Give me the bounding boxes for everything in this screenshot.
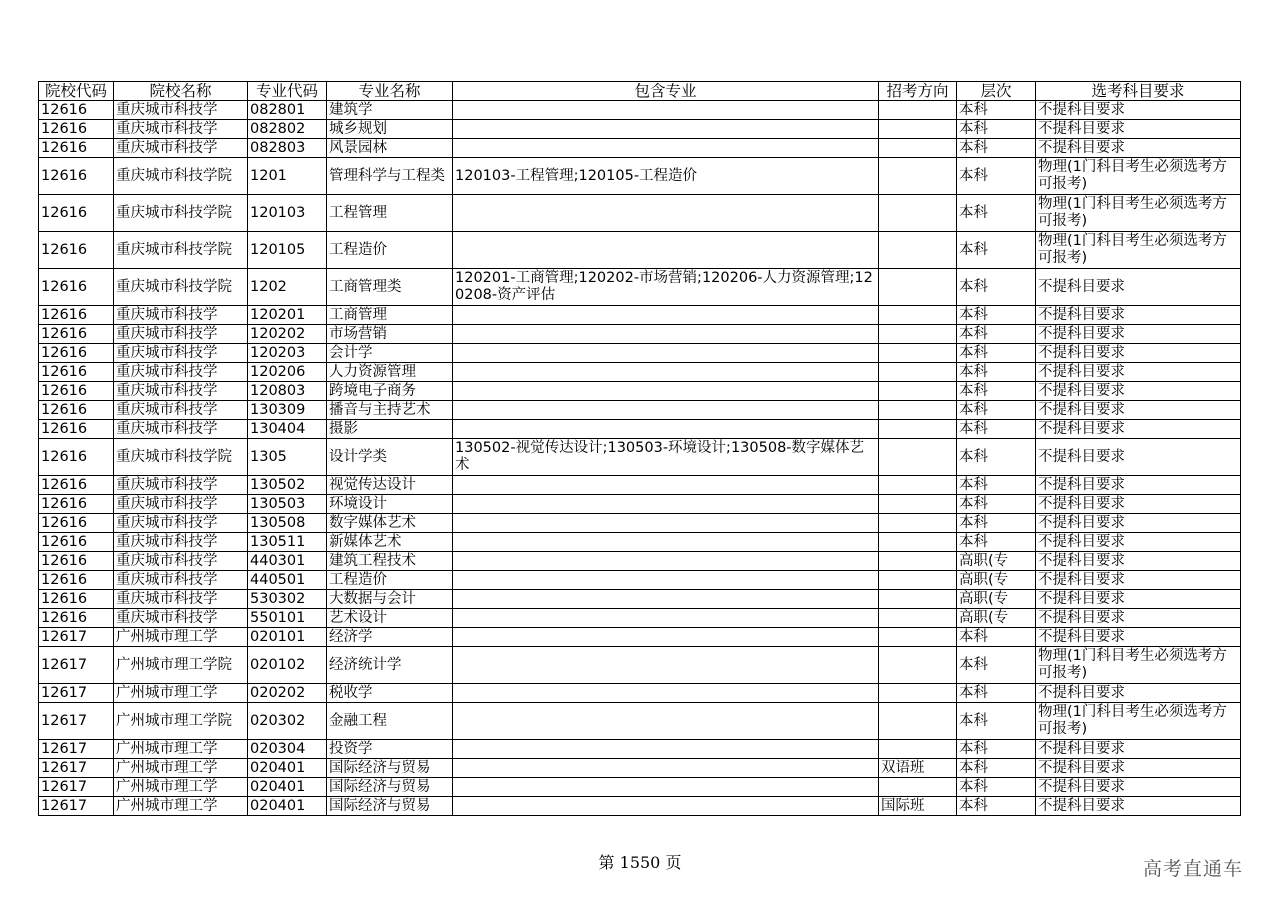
cell-subject-requirement: 不提科目要求 bbox=[1036, 684, 1241, 703]
cell-direction bbox=[879, 514, 957, 533]
cell-major-name: 市场营销 bbox=[327, 325, 453, 344]
cell-major-name: 数字媒体艺术 bbox=[327, 514, 453, 533]
cell-included-majors bbox=[453, 325, 879, 344]
cell-major-code: 082803 bbox=[248, 139, 327, 158]
cell-school-code: 12616 bbox=[39, 363, 114, 382]
header-included-majors: 包含专业 bbox=[453, 82, 879, 101]
cell-school-code: 12616 bbox=[39, 101, 114, 120]
cell-direction bbox=[879, 647, 957, 684]
cell-school-code: 12617 bbox=[39, 740, 114, 759]
cell-major-name: 摄影 bbox=[327, 420, 453, 439]
cell-included-majors bbox=[453, 476, 879, 495]
cell-school-code: 12616 bbox=[39, 495, 114, 514]
cell-school-code: 12616 bbox=[39, 139, 114, 158]
cell-direction bbox=[879, 306, 957, 325]
cell-included-majors bbox=[453, 195, 879, 232]
cell-direction bbox=[879, 382, 957, 401]
cell-direction bbox=[879, 590, 957, 609]
cell-included-majors bbox=[453, 533, 879, 552]
cell-school-name: 重庆城市科技学 bbox=[114, 344, 248, 363]
cell-major-name: 管理科学与工程类 bbox=[327, 158, 453, 195]
header-school-name: 院校名称 bbox=[114, 82, 248, 101]
cell-level: 高职(专 bbox=[957, 571, 1036, 590]
cell-subject-requirement: 物理(1门科目考生必须选考方可报考) bbox=[1036, 158, 1241, 195]
cell-school-code: 12616 bbox=[39, 158, 114, 195]
table-row bbox=[39, 759, 1241, 778]
cell-included-majors bbox=[453, 703, 879, 740]
cell-level: 本科 bbox=[957, 325, 1036, 344]
table-row bbox=[39, 533, 1241, 552]
cell-school-code: 12617 bbox=[39, 703, 114, 740]
cell-subject-requirement: 不提科目要求 bbox=[1036, 101, 1241, 120]
cell-direction bbox=[879, 120, 957, 139]
table-row bbox=[39, 684, 1241, 703]
cell-school-code: 12617 bbox=[39, 628, 114, 647]
header-subject-requirement: 选考科目要求 bbox=[1036, 82, 1241, 101]
cell-included-majors bbox=[453, 101, 879, 120]
cell-school-code: 12617 bbox=[39, 797, 114, 816]
cell-major-code: 020401 bbox=[248, 778, 327, 797]
cell-direction bbox=[879, 139, 957, 158]
cell-school-name: 重庆城市科技学 bbox=[114, 476, 248, 495]
cell-subject-requirement: 不提科目要求 bbox=[1036, 778, 1241, 797]
cell-included-majors bbox=[453, 552, 879, 571]
cell-major-code: 130503 bbox=[248, 495, 327, 514]
cell-school-code: 12616 bbox=[39, 120, 114, 139]
cell-school-code: 12616 bbox=[39, 232, 114, 269]
cell-major-code: 120803 bbox=[248, 382, 327, 401]
cell-school-code: 12617 bbox=[39, 647, 114, 684]
cell-major-name: 工程造价 bbox=[327, 571, 453, 590]
cell-major-name: 投资学 bbox=[327, 740, 453, 759]
cell-school-code: 12616 bbox=[39, 590, 114, 609]
cell-level: 本科 bbox=[957, 684, 1036, 703]
table-row bbox=[39, 120, 1241, 139]
cell-included-majors bbox=[453, 571, 879, 590]
cell-subject-requirement: 不提科目要求 bbox=[1036, 344, 1241, 363]
cell-school-code: 12616 bbox=[39, 382, 114, 401]
cell-direction bbox=[879, 158, 957, 195]
cell-level: 本科 bbox=[957, 439, 1036, 476]
cell-major-code: 120203 bbox=[248, 344, 327, 363]
cell-level: 本科 bbox=[957, 344, 1036, 363]
cell-school-code: 12616 bbox=[39, 533, 114, 552]
cell-school-code: 12616 bbox=[39, 420, 114, 439]
cell-subject-requirement: 不提科目要求 bbox=[1036, 420, 1241, 439]
cell-major-code: 020401 bbox=[248, 797, 327, 816]
cell-school-name: 重庆城市科技学 bbox=[114, 495, 248, 514]
cell-included-majors bbox=[453, 514, 879, 533]
cell-school-name: 重庆城市科技学 bbox=[114, 120, 248, 139]
cell-school-code: 12616 bbox=[39, 401, 114, 420]
cell-major-code: 530302 bbox=[248, 590, 327, 609]
cell-major-code: 020401 bbox=[248, 759, 327, 778]
cell-included-majors bbox=[453, 401, 879, 420]
cell-direction bbox=[879, 344, 957, 363]
cell-school-name: 重庆城市科技学 bbox=[114, 420, 248, 439]
cell-direction bbox=[879, 439, 957, 476]
header-major-code: 专业代码 bbox=[248, 82, 327, 101]
cell-level: 高职(专 bbox=[957, 552, 1036, 571]
table-row bbox=[39, 420, 1241, 439]
cell-subject-requirement: 不提科目要求 bbox=[1036, 269, 1241, 306]
cell-major-name: 设计学类 bbox=[327, 439, 453, 476]
table-row bbox=[39, 571, 1241, 590]
cell-school-code: 12617 bbox=[39, 759, 114, 778]
cell-subject-requirement: 不提科目要求 bbox=[1036, 363, 1241, 382]
cell-included-majors bbox=[453, 306, 879, 325]
table-row bbox=[39, 232, 1241, 269]
cell-school-name: 广州城市理工学 bbox=[114, 778, 248, 797]
header-direction: 招考方向 bbox=[879, 82, 957, 101]
cell-school-name: 重庆城市科技学 bbox=[114, 552, 248, 571]
cell-major-name: 金融工程 bbox=[327, 703, 453, 740]
cell-level: 本科 bbox=[957, 363, 1036, 382]
cell-major-code: 120105 bbox=[248, 232, 327, 269]
cell-school-name: 广州城市理工学 bbox=[114, 797, 248, 816]
cell-school-name: 重庆城市科技学 bbox=[114, 514, 248, 533]
cell-subject-requirement: 不提科目要求 bbox=[1036, 590, 1241, 609]
cell-level: 本科 bbox=[957, 232, 1036, 269]
cell-school-name: 重庆城市科技学 bbox=[114, 325, 248, 344]
cell-school-code: 12616 bbox=[39, 514, 114, 533]
cell-subject-requirement: 不提科目要求 bbox=[1036, 533, 1241, 552]
cell-major-name: 风景园林 bbox=[327, 139, 453, 158]
cell-major-name: 视觉传达设计 bbox=[327, 476, 453, 495]
cell-level: 本科 bbox=[957, 514, 1036, 533]
cell-major-name: 环境设计 bbox=[327, 495, 453, 514]
cell-school-name: 重庆城市科技学 bbox=[114, 533, 248, 552]
cell-direction bbox=[879, 609, 957, 628]
cell-school-code: 12616 bbox=[39, 609, 114, 628]
table-row bbox=[39, 401, 1241, 420]
cell-direction bbox=[879, 232, 957, 269]
cell-school-name: 广州城市理工学 bbox=[114, 684, 248, 703]
cell-major-code: 120103 bbox=[248, 195, 327, 232]
cell-school-name: 重庆城市科技学 bbox=[114, 101, 248, 120]
header-major-name: 专业名称 bbox=[327, 82, 453, 101]
cell-direction bbox=[879, 195, 957, 232]
cell-major-code: 120201 bbox=[248, 306, 327, 325]
cell-major-code: 1201 bbox=[248, 158, 327, 195]
cell-major-name: 工商管理类 bbox=[327, 269, 453, 306]
cell-included-majors bbox=[453, 232, 879, 269]
cell-school-code: 12616 bbox=[39, 269, 114, 306]
table-row bbox=[39, 101, 1241, 120]
table-row bbox=[39, 344, 1241, 363]
header-level: 层次 bbox=[957, 82, 1036, 101]
cell-included-majors bbox=[453, 759, 879, 778]
cell-included-majors bbox=[453, 344, 879, 363]
cell-included-majors bbox=[453, 647, 879, 684]
cell-major-code: 082802 bbox=[248, 120, 327, 139]
cell-level: 本科 bbox=[957, 778, 1036, 797]
cell-level: 本科 bbox=[957, 420, 1036, 439]
cell-major-name: 工商管理 bbox=[327, 306, 453, 325]
table-row bbox=[39, 778, 1241, 797]
cell-major-code: 120206 bbox=[248, 363, 327, 382]
cell-direction bbox=[879, 325, 957, 344]
cell-major-code: 130502 bbox=[248, 476, 327, 495]
cell-level: 高职(专 bbox=[957, 590, 1036, 609]
cell-school-name: 重庆城市科技学 bbox=[114, 363, 248, 382]
cell-major-code: 440301 bbox=[248, 552, 327, 571]
cell-included-majors bbox=[453, 363, 879, 382]
cell-level: 本科 bbox=[957, 382, 1036, 401]
cell-direction bbox=[879, 684, 957, 703]
cell-level: 本科 bbox=[957, 139, 1036, 158]
cell-school-name: 广州城市理工学院 bbox=[114, 703, 248, 740]
cell-major-code: 550101 bbox=[248, 609, 327, 628]
cell-subject-requirement: 不提科目要求 bbox=[1036, 139, 1241, 158]
cell-level: 本科 bbox=[957, 401, 1036, 420]
cell-level: 本科 bbox=[957, 533, 1036, 552]
cell-major-name: 跨境电子商务 bbox=[327, 382, 453, 401]
cell-subject-requirement: 物理(1门科目考生必须选考方可报考) bbox=[1036, 232, 1241, 269]
table-row bbox=[39, 325, 1241, 344]
cell-school-name: 重庆城市科技学院 bbox=[114, 269, 248, 306]
table-row bbox=[39, 363, 1241, 382]
cell-major-code: 120202 bbox=[248, 325, 327, 344]
cell-level: 本科 bbox=[957, 269, 1036, 306]
cell-major-code: 020304 bbox=[248, 740, 327, 759]
table-row bbox=[39, 495, 1241, 514]
cell-school-name: 重庆城市科技学 bbox=[114, 382, 248, 401]
cell-direction bbox=[879, 778, 957, 797]
table-row bbox=[39, 139, 1241, 158]
cell-school-name: 广州城市理工学 bbox=[114, 759, 248, 778]
cell-direction bbox=[879, 552, 957, 571]
cell-major-name: 播音与主持艺术 bbox=[327, 401, 453, 420]
cell-subject-requirement: 物理(1门科目考生必须选考方可报考) bbox=[1036, 703, 1241, 740]
cell-direction bbox=[879, 363, 957, 382]
cell-major-name: 经济统计学 bbox=[327, 647, 453, 684]
cell-subject-requirement: 物理(1门科目考生必须选考方可报考) bbox=[1036, 195, 1241, 232]
cell-major-code: 130511 bbox=[248, 533, 327, 552]
cell-school-name: 广州城市理工学院 bbox=[114, 647, 248, 684]
cell-major-code: 440501 bbox=[248, 571, 327, 590]
cell-school-name: 广州城市理工学 bbox=[114, 628, 248, 647]
cell-school-name: 重庆城市科技学 bbox=[114, 609, 248, 628]
cell-school-name: 重庆城市科技学院 bbox=[114, 232, 248, 269]
table-row bbox=[39, 628, 1241, 647]
cell-included-majors bbox=[453, 684, 879, 703]
cell-level: 高职(专 bbox=[957, 609, 1036, 628]
cell-major-code: 130404 bbox=[248, 420, 327, 439]
cell-major-code: 1202 bbox=[248, 269, 327, 306]
cell-level: 本科 bbox=[957, 797, 1036, 816]
cell-direction bbox=[879, 571, 957, 590]
cell-major-code: 1305 bbox=[248, 439, 327, 476]
table-header-row bbox=[39, 82, 1241, 101]
cell-major-code: 020202 bbox=[248, 684, 327, 703]
cell-major-name: 国际经济与贸易 bbox=[327, 759, 453, 778]
cell-school-name: 重庆城市科技学 bbox=[114, 139, 248, 158]
cell-school-code: 12616 bbox=[39, 325, 114, 344]
cell-school-code: 12617 bbox=[39, 684, 114, 703]
table-row bbox=[39, 195, 1241, 232]
cell-major-code: 020302 bbox=[248, 703, 327, 740]
cell-level: 本科 bbox=[957, 703, 1036, 740]
cell-subject-requirement: 不提科目要求 bbox=[1036, 628, 1241, 647]
cell-school-name: 重庆城市科技学 bbox=[114, 571, 248, 590]
cell-subject-requirement: 不提科目要求 bbox=[1036, 514, 1241, 533]
cell-subject-requirement: 不提科目要求 bbox=[1036, 306, 1241, 325]
cell-school-code: 12616 bbox=[39, 571, 114, 590]
cell-level: 本科 bbox=[957, 306, 1036, 325]
cell-direction bbox=[879, 420, 957, 439]
cell-included-majors bbox=[453, 495, 879, 514]
cell-major-name: 城乡规划 bbox=[327, 120, 453, 139]
cell-subject-requirement: 不提科目要求 bbox=[1036, 797, 1241, 816]
table-row bbox=[39, 382, 1241, 401]
cell-level: 本科 bbox=[957, 101, 1036, 120]
cell-direction bbox=[879, 628, 957, 647]
cell-direction bbox=[879, 740, 957, 759]
cell-level: 本科 bbox=[957, 628, 1036, 647]
cell-level: 本科 bbox=[957, 158, 1036, 195]
cell-school-name: 重庆城市科技学院 bbox=[114, 158, 248, 195]
cell-direction bbox=[879, 101, 957, 120]
table-row bbox=[39, 269, 1241, 306]
cell-major-code: 130508 bbox=[248, 514, 327, 533]
cell-included-majors bbox=[453, 740, 879, 759]
cell-subject-requirement: 不提科目要求 bbox=[1036, 401, 1241, 420]
cell-major-name: 国际经济与贸易 bbox=[327, 797, 453, 816]
cell-major-name: 艺术设计 bbox=[327, 609, 453, 628]
cell-major-name: 税收学 bbox=[327, 684, 453, 703]
cell-included-majors bbox=[453, 797, 879, 816]
cell-direction bbox=[879, 703, 957, 740]
cell-school-code: 12616 bbox=[39, 439, 114, 476]
cell-school-code: 12616 bbox=[39, 306, 114, 325]
cell-direction bbox=[879, 401, 957, 420]
cell-included-majors bbox=[453, 382, 879, 401]
table-row bbox=[39, 158, 1241, 195]
cell-major-name: 建筑工程技术 bbox=[327, 552, 453, 571]
cell-school-name: 重庆城市科技学院 bbox=[114, 439, 248, 476]
cell-subject-requirement: 不提科目要求 bbox=[1036, 382, 1241, 401]
cell-included-majors bbox=[453, 139, 879, 158]
cell-direction bbox=[879, 269, 957, 306]
cell-school-code: 12616 bbox=[39, 552, 114, 571]
cell-level: 本科 bbox=[957, 647, 1036, 684]
cell-level: 本科 bbox=[957, 740, 1036, 759]
cell-school-name: 重庆城市科技学 bbox=[114, 401, 248, 420]
cell-major-name: 建筑学 bbox=[327, 101, 453, 120]
cell-major-name: 人力资源管理 bbox=[327, 363, 453, 382]
cell-included-majors bbox=[453, 628, 879, 647]
cell-major-code: 130309 bbox=[248, 401, 327, 420]
cell-school-code: 12616 bbox=[39, 195, 114, 232]
table-row bbox=[39, 552, 1241, 571]
cell-included-majors: 120103-工程管理;120105-工程造价 bbox=[453, 158, 879, 195]
cell-direction bbox=[879, 495, 957, 514]
cell-level: 本科 bbox=[957, 476, 1036, 495]
cell-direction bbox=[879, 476, 957, 495]
cell-school-name: 重庆城市科技学 bbox=[114, 590, 248, 609]
cell-subject-requirement: 不提科目要求 bbox=[1036, 740, 1241, 759]
cell-included-majors: 120201-工商管理;120202-市场营销;120206-人力资源管理;120208-资产评估 bbox=[453, 269, 879, 306]
cell-subject-requirement: 不提科目要求 bbox=[1036, 609, 1241, 628]
cell-direction bbox=[879, 533, 957, 552]
header-school-code: 院校代码 bbox=[39, 82, 114, 101]
table-row bbox=[39, 740, 1241, 759]
cell-included-majors bbox=[453, 609, 879, 628]
cell-major-name: 工程管理 bbox=[327, 195, 453, 232]
cell-included-majors bbox=[453, 420, 879, 439]
cell-subject-requirement: 不提科目要求 bbox=[1036, 439, 1241, 476]
cell-major-name: 国际经济与贸易 bbox=[327, 778, 453, 797]
table-row bbox=[39, 476, 1241, 495]
cell-subject-requirement: 不提科目要求 bbox=[1036, 552, 1241, 571]
cell-major-name: 会计学 bbox=[327, 344, 453, 363]
table-row bbox=[39, 797, 1241, 816]
cell-major-code: 020101 bbox=[248, 628, 327, 647]
page-number: 第 1550 页 bbox=[598, 853, 682, 872]
cell-included-majors bbox=[453, 120, 879, 139]
cell-level: 本科 bbox=[957, 195, 1036, 232]
cell-school-code: 12616 bbox=[39, 344, 114, 363]
cell-school-name: 广州城市理工学 bbox=[114, 740, 248, 759]
cell-major-name: 新媒体艺术 bbox=[327, 533, 453, 552]
cell-level: 本科 bbox=[957, 120, 1036, 139]
cell-level: 本科 bbox=[957, 495, 1036, 514]
cell-subject-requirement: 不提科目要求 bbox=[1036, 495, 1241, 514]
cell-direction: 双语班 bbox=[879, 759, 957, 778]
cell-included-majors bbox=[453, 778, 879, 797]
cell-school-name: 重庆城市科技学 bbox=[114, 306, 248, 325]
table-row bbox=[39, 703, 1241, 740]
watermark: 高考直通车 bbox=[1143, 858, 1244, 880]
cell-direction: 国际班 bbox=[879, 797, 957, 816]
table-row bbox=[39, 647, 1241, 684]
cell-school-code: 12616 bbox=[39, 476, 114, 495]
table-row bbox=[39, 514, 1241, 533]
cell-subject-requirement: 不提科目要求 bbox=[1036, 759, 1241, 778]
cell-level: 本科 bbox=[957, 759, 1036, 778]
table-row bbox=[39, 609, 1241, 628]
cell-major-name: 经济学 bbox=[327, 628, 453, 647]
admissions-table bbox=[38, 81, 1241, 816]
table-row bbox=[39, 439, 1241, 476]
cell-school-name: 重庆城市科技学院 bbox=[114, 195, 248, 232]
cell-included-majors: 130502-视觉传达设计;130503-环境设计;130508-数字媒体艺术 bbox=[453, 439, 879, 476]
cell-major-code: 020102 bbox=[248, 647, 327, 684]
cell-subject-requirement: 不提科目要求 bbox=[1036, 571, 1241, 590]
cell-subject-requirement: 物理(1门科目考生必须选考方可报考) bbox=[1036, 647, 1241, 684]
cell-major-code: 082801 bbox=[248, 101, 327, 120]
cell-subject-requirement: 不提科目要求 bbox=[1036, 476, 1241, 495]
cell-school-code: 12617 bbox=[39, 778, 114, 797]
table-row bbox=[39, 306, 1241, 325]
cell-major-name: 工程造价 bbox=[327, 232, 453, 269]
cell-subject-requirement: 不提科目要求 bbox=[1036, 120, 1241, 139]
cell-included-majors bbox=[453, 590, 879, 609]
cell-major-name: 大数据与会计 bbox=[327, 590, 453, 609]
table-row bbox=[39, 590, 1241, 609]
cell-subject-requirement: 不提科目要求 bbox=[1036, 325, 1241, 344]
